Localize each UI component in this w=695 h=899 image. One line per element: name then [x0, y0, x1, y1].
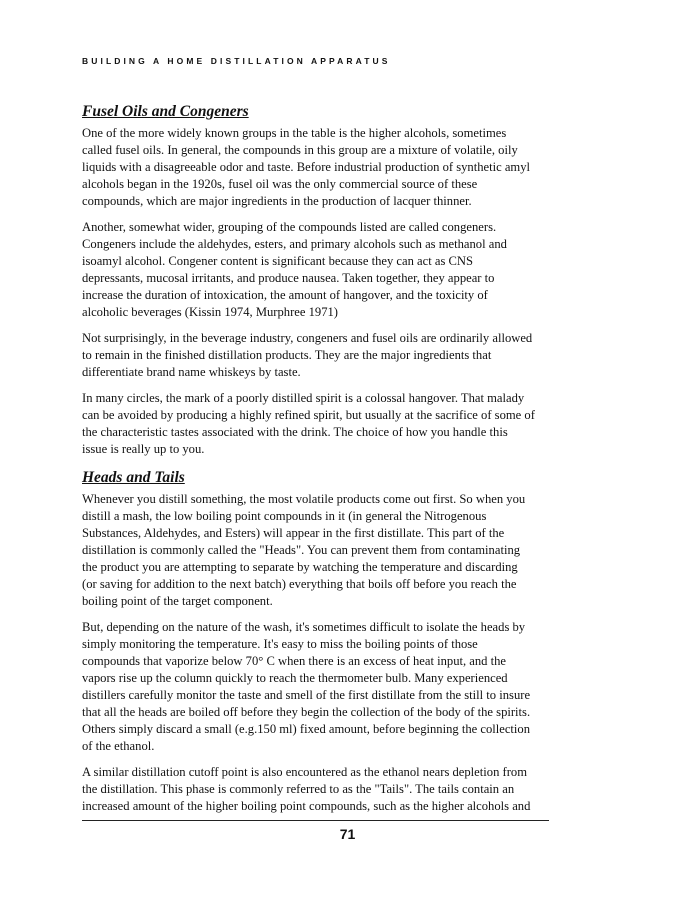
- footer-rule: [82, 820, 549, 821]
- text-line: increased amount of the higher boiling point compounds, such as the higher alcohols and: [82, 799, 531, 813]
- text-line: to remain in the finished distillation products. They are the major ingredients that: [82, 348, 492, 362]
- text-line: distillation is commonly called the "Heads". You can prevent them from contaminating: [82, 543, 521, 557]
- text-line: One of the more widely known groups in the table is the higher alcohols, sometimes: [82, 126, 507, 140]
- text-line: isoamyl alcohol. Congener content is significant because they can act as CNS: [82, 254, 473, 268]
- paragraph: [82, 125, 552, 210]
- text-line: the characteristic tastes associated with the drink. The choice of how you handle this: [82, 425, 508, 439]
- text-line: compounds, which are major ingredients in the production of lacquer thinner.: [82, 194, 472, 208]
- text-line: Not surprisingly, in the beverage industry, congeners and fusel oils are ordinarily allowed: [82, 331, 533, 345]
- text-line: increase the duration of intoxication, the amount of hangover, and the toxicity of: [82, 288, 488, 302]
- section-heading: Fusel Oils and Congeners: [82, 103, 249, 120]
- page-body: [82, 101, 552, 824]
- text-line: that all the heads are boiled off before they begin the collection of the body of the spirits.: [82, 705, 531, 719]
- text-line: (or saving for addition to the next batch) everything that boils off before you reach the: [82, 577, 517, 591]
- text-line: Another, somewhat wider, grouping of the compounds listed are called congeners.: [82, 220, 497, 234]
- running-head: BUILDING A HOME DISTILLATION APPARATUS: [82, 56, 391, 66]
- text-line: A similar distillation cutoff point is also encountered as the ethanol nears depletion from: [82, 765, 527, 779]
- paragraph: [82, 390, 552, 458]
- paragraph: [82, 619, 552, 755]
- text-line: issue is really up to you.: [82, 442, 205, 456]
- text-line: the distillation. This phase is commonly referred to as the "Tails". The tails contain an: [82, 782, 515, 796]
- text-line: alcohols began in the 1920s, fusel oil was the only commercial source of these: [82, 177, 478, 191]
- section-heading: Heads and Tails: [82, 469, 185, 486]
- text-line: called fusel oils. In general, the compounds in this group are a mixture of volatile, oily: [82, 143, 518, 157]
- paragraph: [82, 330, 552, 381]
- text-line: liquids with a disagreeable odor and taste. Before industrial production of synthetic amyl: [82, 160, 531, 174]
- text-line: Substances, Aldehydes, and Esters) will appear in the first distillate. This part of the: [82, 526, 505, 540]
- text-line: distill a mash, the low boiling point compounds in it (in general the Nitrogenous: [82, 509, 487, 523]
- paragraph: [82, 491, 552, 610]
- text-line: can be avoided by producing a highly refined spirit, but usually at the sacrifice of some of: [82, 408, 535, 422]
- text-line: Whenever you distill something, the most volatile products come out first. So when you: [82, 492, 526, 506]
- text-line: compounds that vaporize below 70° C when there is an excess of heat input, and the: [82, 654, 507, 668]
- text-line: alcoholic beverages (Kissin 1974, Murphree 1971): [82, 305, 339, 319]
- paragraph: [82, 219, 552, 321]
- text-line: Others simply discard a small (e.g.150 ml) fixed amount, before beginning the collection: [82, 722, 531, 736]
- text-line: distillers carefully monitor the taste and smell of the first distillate from the still to insure: [82, 688, 531, 702]
- text-line: differentiate brand name whiskeys by taste.: [82, 365, 301, 379]
- text-line: Congeners include the aldehydes, esters, and primary alcohols such as methanol and: [82, 237, 507, 251]
- page-number: 71: [339, 826, 356, 842]
- text-line: vapors rise up the column quickly to reach the thermometer bulb. Many experienced: [82, 671, 508, 685]
- text-line: the product you are attempting to separate by watching the temperature and discarding: [82, 560, 518, 574]
- text-line: But, depending on the nature of the wash, it's sometimes difficult to isolate the heads by: [82, 620, 526, 634]
- text-line: of the ethanol.: [82, 739, 155, 753]
- text-line: In many circles, the mark of a poorly distilled spirit is a colossal hangover. That malady: [82, 391, 525, 405]
- text-line: depressants, mucosal irritants, and produce nausea. Taken together, they appear to: [82, 271, 495, 285]
- text-line: simply monitoring the temperature. It's easy to miss the boiling points of those: [82, 637, 478, 651]
- text-line: boiling point of the target component.: [82, 594, 273, 608]
- paragraph: [82, 764, 552, 815]
